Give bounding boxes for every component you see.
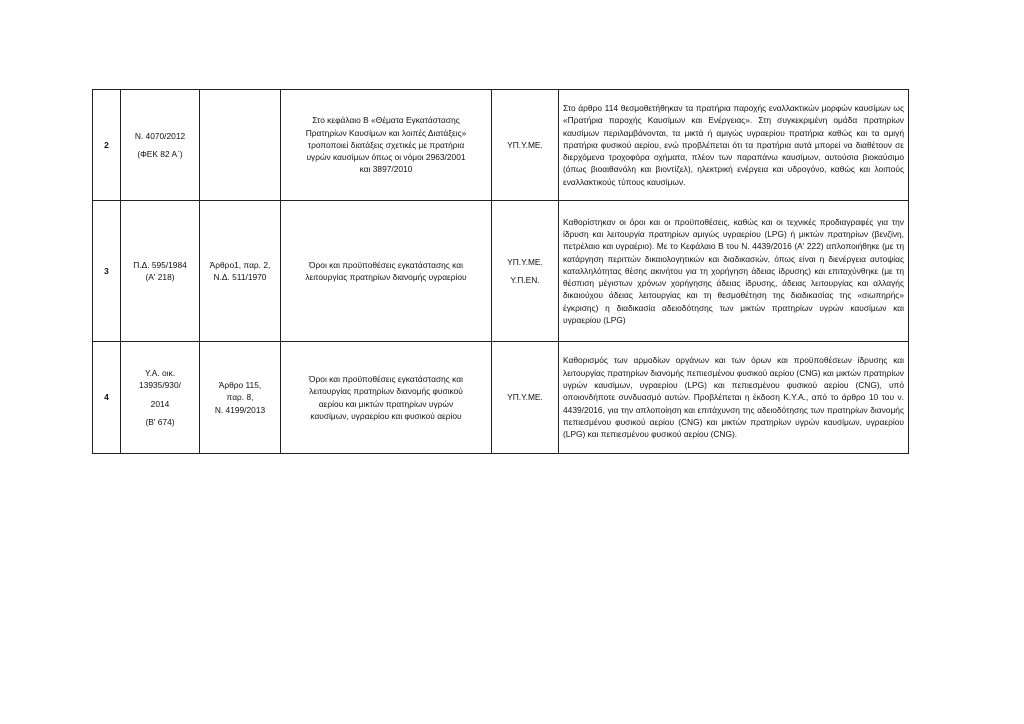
description-cell: Καθορισμός των αρμοδίων οργάνων και των όρων και προϋποθέσεων ίδρυσης και λειτουργίας πρατηρίων διανομής πεπιεσμένου φυσικού αερίου (CNG) και μικτών πρατηρίων υγρών καυσίμων, υγραερίου (LPG) και πεπιεσμένου φυσικού αερίου (CNG), υπό οποιονδήποτε συνδυασμό αυτών. Προβλέπεται η έκδοση Κ.Υ.Α., από το άρθρο 10 του ν. 4439/2016, για την απλοποίηση και επιτάχυνση της αδειοδότησης των πρατηρίων διανομής πεπιεσμένου φυσικού αερίου (CNG) και μικτών πρατηρίων υγρών καυσίμων, υγραερίου (LPG) και πεπιεσμένου φυσικού αερίου (CNG). [559,342,909,454]
subject-cell: Στο κεφάλαιο Β «Θέματα Εγκατάστασης Πρατηρίων Καυσίμων και λοιπές Διατάξεις» τροποποιεί διατάξεις σχετικές με πρατήρια υγρών καυσίμων όπως οι νόμοι 2963/2001 και 3897/2010 [281,90,492,201]
subject-cell: Όροι και προϋποθέσεις εγκατάστασης και λειτουργίας πρατηρίων διανομής υγραερίου [281,201,492,342]
table-row [93,90,909,201]
article-reference [200,90,281,201]
description-cell: Καθορίστηκαν οι όροι και οι προϋποθέσεις, καθώς και οι τεχνικές προδιαγραφές για την ίδρυση και λειτουργία πρατηρίων αμιγώς υγραερίου (LPG) ή μικτών πρατηρίων (βενζίνη, πετρέλαιο και υγραέριο). Με το Κεφάλαιο Β του Ν. 4439/2016 (Α' 222) απλοποιήθηκε (με τη κατάργηση περιττών δικαιολογητικών και διαδικασιών, όπως είναι η διενέργεια αυτοψίας καταλληλότητας θέσης ακινήτου για τη χορήγηση άδειας ίδρυσης) και επιταχύνθηκε (με τη θέσπιση μέγιστων χρόνων χορήγησης άδειας ίδρυσης, άδειας λειτουργίας και αλλαγής δικαιούχου άδειας λειτουργίας και τη θεσμοθέτηση της διαδικασίας της «σιωπηρής» έγκρισης) η διαδικασία αδειοδότησης των μικτών πρατηρίων υγρών καυσίμων και υγραερίου (LPG) [559,201,909,342]
law-reference: Υ.Α. οικ. 13935/930/ 2014 (Β' 674) [121,342,200,454]
authority-cell: ΥΠ.Υ.ΜΕ. Υ.Π.ΕΝ. [492,201,559,342]
subject-cell: Όροι και προϋποθέσεις εγκατάστασης και λειτουργίας πρατηρίων διανομής φυσικού αερίου και μικτών πρατηρίων υγρών καυσίμων, υγραερίου και φυσικού αερίου [281,342,492,454]
law-reference: Ν. 4070/2012 (ΦΕΚ 82 Α΄) [121,90,200,201]
authority-cell: ΥΠ.Υ.ΜΕ. [492,342,559,454]
row-number: 4 [93,342,121,454]
article-reference: Άρθρο 115, παρ. 8, Ν. 4199/2013 [200,342,281,454]
table-row [93,342,909,454]
law-reference: Π.Δ. 595/1984 (Α' 218) [121,201,200,342]
row-number: 2 [93,90,121,201]
article-reference: Άρθρο1, παρ. 2, Ν.Δ. 511/1970 [200,201,281,342]
description-cell: Στο άρθρο 114 θεσμοθετήθηκαν τα πρατήρια παροχής εναλλακτικών μορφών καυσίμων ως «Πρατήρια παροχής Καυσίμων και Ενέργειας». Στη συγκεκριμένη ομάδα πρατηρίων καυσίμων περιλαμβάνονται, τα μικτά ή αμιγώς υγραερίου πρατήρια καθώς και τα αμιγή πρατήρια φυσικού αερίου, ενώ προβλέπεται ότι τα πρατήρια αυτά μπορεί να διαθέτουν σε διερχόμενα τροχοφόρα οχήματα, πλέον των παραπάνω καυσίμων, αυτούσια βιοκαύσιμο (όπως βιοαιθανόλη και βιοντίζελ), ηλεκτρική ενέργεια και υδρογόνο, καθώς και λοιπούς εναλλακτικούς τύπους καυσίμων. [559,90,909,201]
authority-cell: ΥΠ.Υ.ΜΕ. [492,90,559,201]
row-number: 3 [93,201,121,342]
table-row [93,201,909,342]
legislation-table [92,89,909,454]
